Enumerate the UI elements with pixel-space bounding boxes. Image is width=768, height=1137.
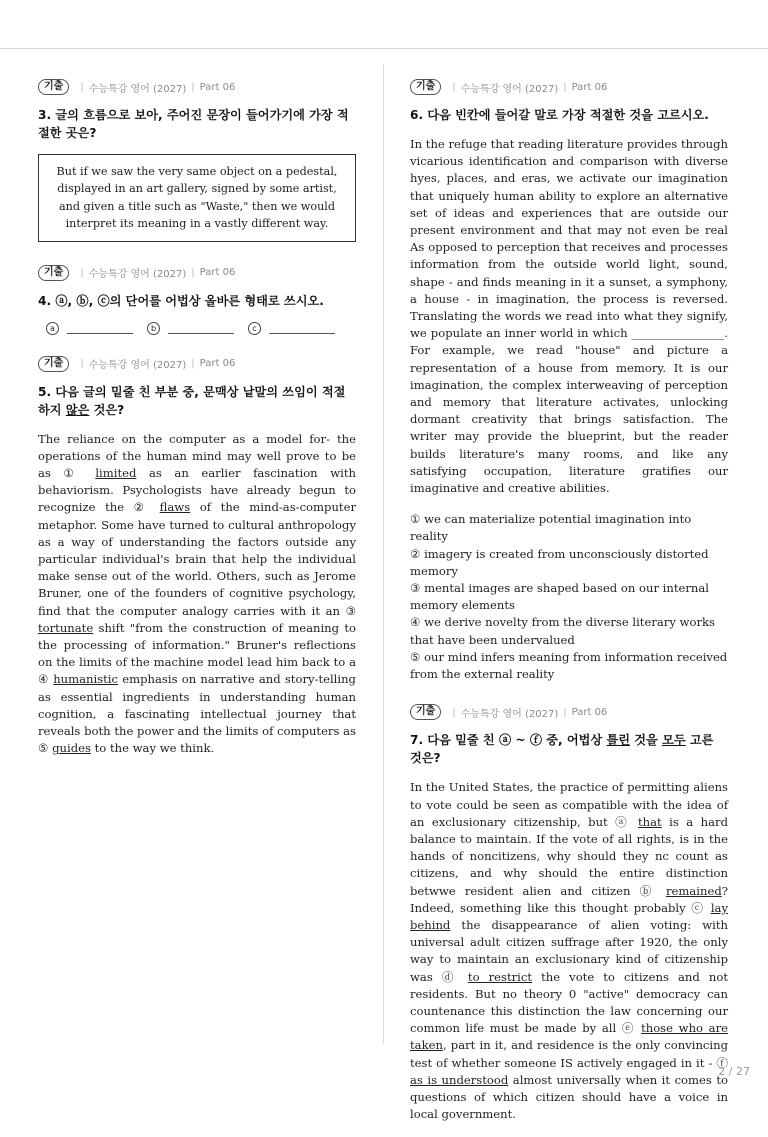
question-7 <box>410 703 728 1123</box>
source-tag: 기출 | 수능특강 영어 (2027) | Part 06 <box>38 78 356 96</box>
circle-a-label: a <box>46 322 59 335</box>
question-5 <box>38 355 356 758</box>
passage: In the refuge that reading literature provides through vicarious identification and comparison with diverse hyes, places, and eras, we activate our imagination that uniquely human ability to explore an alternative set of ideas and experiences that are outside our present environment and that may not even be real As opposed to perception that receives and processes information from the outside world light, sound, shape - and finds meaning in it a sunset, a symphony, a house - in imagination, the process is reversed. Translating the words we read into what they signify, we populate an inner world in which ________________. For example, we read "house" and picture a representation of a house from memory. It is our imagination, the complex interweaving of perception and memory that literature activates, unlocking dormant creativity that brings satisfaction. The writer may provide the blueprint, but the reader builds literature's many rooms, and like any satisfying occupation, literature gratifies our imaginative and creative abilities. <box>410 137 728 496</box>
underlined-word: remained <box>666 883 722 898</box>
part-label: Part 06 <box>571 706 608 718</box>
right-column <box>410 78 728 1137</box>
exam-badge: 기출 <box>410 704 441 720</box>
exam-badge: 기출 <box>38 265 69 281</box>
answer-line[interactable] <box>67 323 133 334</box>
underlined-word: humanistic <box>53 672 119 687</box>
part-label: Part 06 <box>571 81 608 93</box>
source-label: 수능특강 영어 (2027) <box>88 269 187 281</box>
question-4 <box>38 264 356 335</box>
underlined-word: to restrict <box>467 969 533 984</box>
underlined-word: limited <box>95 466 137 481</box>
part-label: Part 06 <box>199 267 236 279</box>
underlined-word: guides <box>52 741 91 756</box>
option-4[interactable]: ④ we derive novelty from the diverse literary works that have been undervalued <box>410 615 715 647</box>
answer-line[interactable] <box>269 323 335 334</box>
underlined-word: that <box>638 814 662 829</box>
page-number: 2 / 27 <box>718 1065 750 1078</box>
source-label: 수능특강 영어 (2027) <box>88 360 187 372</box>
question-6 <box>410 78 728 683</box>
part-label: Part 06 <box>199 81 236 93</box>
circle-c-label: c <box>248 322 261 335</box>
exam-badge: 기출 <box>410 79 441 95</box>
given-sentence-box: But if we saw the very same object on a pedestal, displayed in an art gallery, signed by some artist, and given a title such as "Waste," then we would interpret its meaning in a vastly different way. <box>38 154 356 242</box>
underlined-word: flaws <box>159 500 191 515</box>
underlined-word: as is understood <box>410 1072 509 1087</box>
answer-options <box>410 511 728 683</box>
underlined-word: tortunate <box>38 620 94 635</box>
source-tag: 기출 | 수능특강 영어 (2027) | Part 06 <box>410 703 728 721</box>
blank-a[interactable] <box>46 322 133 335</box>
option-3[interactable]: ③ mental images are shaped based on our internal memory elements <box>410 581 709 613</box>
question-title: 5. 다음 글의 밑줄 친 부분 중, 문맥상 낱말의 쓰임이 적절 하지 않은 것은? <box>38 384 346 417</box>
source-tag: 기출 | 수능특강 영어 (2027) | Part 06 <box>38 355 356 373</box>
underlined-word: those who are taken <box>410 1021 728 1053</box>
question-title: 6. 다음 빈칸에 들어갈 말로 가장 적절한 것을 고르시오. <box>410 108 709 122</box>
source-tag: 기출 | 수능특강 영어 (2027) | Part 06 <box>38 264 356 282</box>
source-label: 수능특강 영어 (2027) <box>460 83 559 95</box>
exam-badge: 기출 <box>38 79 69 95</box>
answer-blanks <box>46 322 356 335</box>
question-3 <box>38 78 356 242</box>
part-label: Part 06 <box>199 358 236 370</box>
option-1[interactable]: ① we can materialize potential imagination into reality <box>410 512 692 544</box>
exam-badge: 기출 <box>38 356 69 372</box>
column-divider <box>383 64 384 1044</box>
option-2[interactable]: ② imagery is created from unconsciously distorted memory <box>410 546 709 578</box>
source-label: 수능특강 영어 (2027) <box>88 83 187 95</box>
blank-c[interactable] <box>248 322 335 335</box>
answer-line[interactable] <box>168 323 234 334</box>
question-title: 3. 글의 흐름으로 보아, 주어진 문장이 들어가기에 가장 적절한 곳은? <box>38 108 349 140</box>
passage: In the United States, the practice of permitting aliens to vote could be seen as compatible with the idea of an exclusionary citizenship, but ⓐ that is a hard balance to maintain. If the vote of all rights, is in the hands of noncitizens, why should they nc count as citizens, and why should the entire distinction betwwe resident alien and citizen ⓑ remained? Indeed, something like this thought probably ⓒ lay behind the disappearance of alien voting: with universal adult citizen suffrage after 1920, the only way to maintain an exclusionary kind of citizenship was ⓓ to restrict the vote to citizens and not residents. But no theory 0 "active" democracy can countenance this distinction the law concerning our common life must be made by all ⓔ those who are taken, part in it, and residence is the only convincing test of whether someone IS actively engaged in it - ⓕ as is understood almost universally when it comes to questions of which citizen should have a voice in local government. <box>410 780 729 1122</box>
left-column <box>38 78 356 771</box>
circle-b-label: b <box>147 322 160 335</box>
question-title: 4. ⓐ, ⓑ, ⓒ의 단어를 어법상 올바른 형태로 쓰시오. <box>38 293 324 308</box>
source-label: 수능특강 영어 (2027) <box>460 708 559 720</box>
source-tag: 기출 | 수능특강 영어 (2027) | Part 06 <box>410 78 728 96</box>
option-5[interactable]: ⑤ our mind infers meaning from information received from the external reality <box>410 649 728 682</box>
passage: The reliance on the computer as a model for- the operations of the human mind may well prove to be as ① limited as an earlier fascination with behaviorism. Psychologists have already begun to recognize the ② flaws of the mind-as-computer metaphor. Some have turned to cultural anthropology as a way of understanding the factors outside any particular individual's brain that help the individual make sense out of the world. Others, such as Jerome Bruner, one of the founders of cognitive psychology, find that the computer analogy carries with it an ③ tortunate shift "from the construction of meaning to the processing of information." Bruner's reflections on the limits of the machine model lead him back to a ④ humanistic emphasis on narrative and story-telling as essential ingredients in understanding human cognition, a fascinating intellectual journey that reveals both the power and the limits of computers as ⑤ guides to the way we think. <box>38 431 356 756</box>
blank-b[interactable] <box>147 322 234 335</box>
question-title: 7. 다음 밑줄 친 ⓐ ~ ⓕ 중, 어법상 틀린 것을 모두 고른 것은? <box>410 733 714 766</box>
header-rule <box>0 48 768 49</box>
underlined-word: lay behind <box>410 900 728 932</box>
